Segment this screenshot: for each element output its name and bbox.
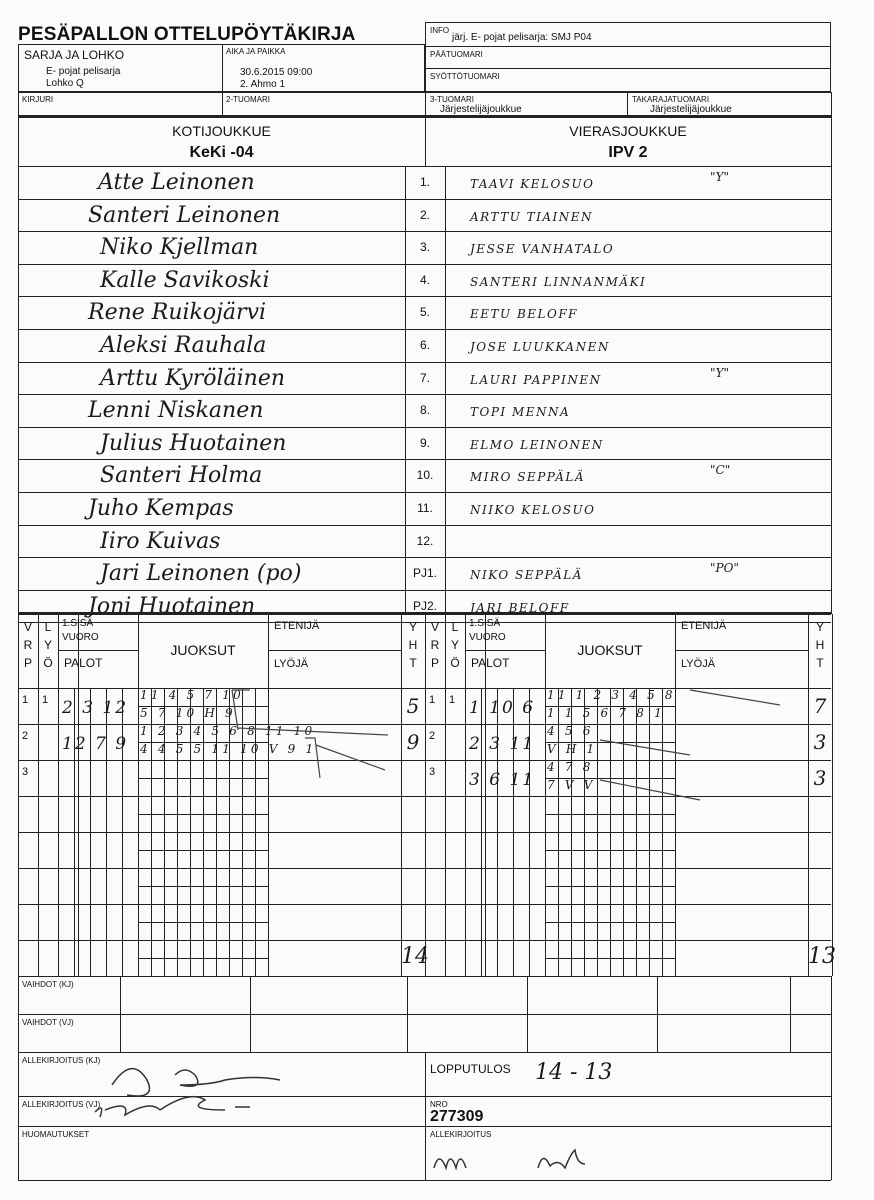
away-player-name: SANTERI LINNANMÄKI	[470, 274, 647, 289]
vuoro-label: VUORO	[469, 632, 506, 643]
run-cell-line	[597, 688, 598, 976]
home-player-name: Lenni Niskanen	[88, 398, 264, 424]
score-col-line	[268, 614, 269, 976]
run-half-line	[138, 886, 268, 887]
home-team-label: KOTIJOUKKUE	[172, 123, 271, 139]
captain-mark: "Y"	[710, 170, 729, 184]
header-letter: V	[430, 620, 439, 634]
allek-vj-label: ALLEKIRJOITUS (VJ)	[22, 1100, 101, 1109]
away-player-name: TAAVI KELOSUO	[470, 177, 595, 191]
score-col-line	[832, 614, 833, 976]
footer-line	[18, 1014, 831, 1015]
home-player-name: Niko Kjellman	[100, 235, 259, 261]
home-player-name: Atte Leinonen	[98, 170, 255, 195]
run-half-line	[545, 922, 675, 923]
roster-number: 10.	[416, 468, 434, 483]
header-letter: H	[815, 638, 825, 652]
away-player-name: EETU BELOFF	[470, 307, 578, 322]
home-player-name: Iiro Kuivas	[100, 528, 221, 554]
lopputulos-label: LOPPUTULOS	[430, 1062, 511, 1076]
palot-value: 2 3 12	[62, 698, 129, 718]
header-letter: R	[430, 638, 440, 652]
roster-row-line	[18, 394, 831, 395]
run-half-line	[138, 958, 268, 959]
run-half-line	[545, 850, 675, 851]
palot-value: 3 6 11	[469, 770, 536, 790]
away-team-label: VIERASJOUKKUE	[569, 123, 687, 139]
roster-row-line	[18, 459, 831, 460]
palot-cell-line	[106, 688, 107, 976]
home-player-name: Aleksi Rauhala	[100, 333, 267, 358]
header-letter: Y	[815, 620, 824, 634]
nro-value: 277309	[430, 1108, 484, 1125]
etenija-line	[268, 650, 401, 651]
lyo-number: 1	[449, 694, 456, 706]
takara-value: Järjestelijäjoukkue	[650, 104, 732, 115]
home-team-name: KeKi -04	[189, 144, 254, 161]
score-col-line	[675, 614, 676, 976]
roster-row-line	[18, 296, 831, 297]
lyo-number: 1	[42, 694, 49, 706]
roster-row-line	[18, 264, 831, 265]
run-half-line	[545, 886, 675, 887]
lopputulos-value: 14 - 13	[535, 1060, 613, 1085]
paatuomari-label: PÄÄTUOMARI	[430, 50, 483, 59]
captain-mark: "Y"	[710, 365, 729, 380]
roster-divider-right	[445, 166, 446, 612]
palot-label: PALOT	[64, 656, 103, 670]
roster-row-line	[18, 492, 831, 493]
info-label: INFO	[430, 26, 450, 35]
nro-label: NRO	[430, 1100, 448, 1109]
away-player-name: NIIKO KELOSUO	[470, 503, 596, 517]
away-player-name: LAURI PAPPINEN	[470, 372, 602, 387]
lohko-value: Lohko Q	[46, 78, 84, 89]
header-letter: Ö	[450, 656, 460, 670]
palot-value: 2 3 11	[469, 734, 536, 754]
period-total: 3	[813, 766, 827, 790]
sarja-value: E- pojat pelisarja	[46, 66, 121, 77]
roster-number: 3.	[419, 240, 430, 255]
palot-cell-line	[122, 688, 123, 976]
sarja-label: SARJA JA LOHKO	[24, 48, 125, 62]
roster-number: 12.	[416, 533, 434, 548]
tuomari3-label: 3-TUOMARI	[430, 95, 474, 104]
period-number: 2	[22, 730, 29, 742]
away-player-name: JOSE LUUKKANEN	[470, 340, 610, 354]
period-number: 1	[429, 694, 436, 706]
run-half-line	[138, 778, 268, 779]
footer-col	[657, 976, 658, 1052]
header-letter: L	[44, 620, 52, 634]
footer-col	[120, 976, 121, 1052]
roster-number: 11.	[417, 501, 433, 515]
paikka-value: 2. Ahmo 1	[240, 79, 286, 90]
runs-bottom: 1 1 5 6 7 8 1	[547, 706, 665, 720]
vaihdot-vj-label: VAIHDOT (VJ)	[22, 1018, 74, 1027]
roster-row-line	[18, 231, 831, 232]
runs-bottom: 4 4 5 5 11 10 V 9 1	[140, 742, 317, 756]
game-total: 13	[808, 944, 836, 969]
away-player-name: MIRO SEPPÄLÄ	[470, 470, 586, 485]
home-player-name: Arttu Kyröläinen	[100, 365, 286, 391]
roster-number: PJ1.	[412, 566, 437, 581]
header-letter: T	[816, 656, 824, 670]
roster-number: 4.	[419, 272, 430, 287]
run-cell-line	[610, 688, 611, 976]
away-player-name: ELMO LEINONEN	[470, 437, 604, 452]
home-player-name: Santeri Leinonen	[88, 202, 281, 228]
footer-col	[527, 976, 528, 1052]
page-title: PESÄPALLON OTTELUPÖYTÄKIRJA	[18, 24, 356, 45]
palot-cell-line	[497, 688, 498, 976]
etenija-label: ETENIJÄ	[681, 620, 727, 632]
runs-top: 11 1 2 3 4 5 8	[547, 688, 676, 702]
roster-row-line	[18, 427, 831, 428]
period-number: 1	[22, 694, 29, 706]
captain-mark: "C"	[710, 463, 731, 478]
palot-label: PALOT	[471, 656, 510, 670]
roster-row-line	[18, 199, 831, 200]
roster-row-line	[18, 329, 831, 330]
kirjuri-label: KIRJURI	[22, 95, 54, 104]
header-letter: R	[23, 638, 33, 652]
sisa-label: 1.SISÄ	[469, 618, 501, 629]
away-team-name: IPV 2	[608, 144, 648, 161]
juoksut-label: JUOKSUT	[170, 642, 236, 658]
lyoja-label: LYÖJÄ	[681, 658, 716, 670]
captain-mark: "PO"	[710, 561, 739, 576]
away-player-name: ARTTU TIAINEN	[470, 209, 594, 224]
etenija-label: ETENIJÄ	[274, 620, 320, 632]
period-total: 9	[406, 730, 420, 754]
header-letter: L	[451, 620, 459, 634]
header-letter: H	[408, 638, 418, 652]
palot-cell-line	[513, 688, 514, 976]
period-number: 2	[429, 730, 436, 742]
home-player-name: Juho Kempas	[88, 496, 234, 521]
home-player-name: Joni Huotainen	[88, 593, 256, 619]
etenija-line	[675, 650, 808, 651]
runs-bottom: V H 1	[547, 742, 598, 756]
vuoro-label: VUORO	[62, 632, 99, 643]
palot-cell-line	[481, 688, 482, 976]
roster-row-line	[18, 590, 831, 591]
header-letter: P	[430, 656, 439, 670]
palot-value: 1 10 6	[469, 698, 536, 718]
home-player-name: Julius Huotainen	[100, 430, 287, 456]
roster-number: PJ2.	[412, 598, 437, 613]
home-player-name: Santeri Holma	[100, 463, 263, 489]
away-player-name: NIKO SEPPÄLÄ	[470, 568, 583, 583]
info-value: järj. E- pojat pelisarja: SMJ P04	[452, 32, 592, 43]
header-letter: Y	[408, 620, 417, 634]
aika-value: 30.6.2015 09:00	[240, 67, 313, 78]
vaihdot-kj-label: VAIHDOT (KJ)	[22, 980, 74, 989]
runs-top: 4 5 6	[547, 724, 594, 738]
header-letter: T	[409, 656, 417, 670]
home-player-name: Jari Leinonen (po)	[100, 561, 302, 587]
footer-col	[250, 976, 251, 1052]
away-player-name: TOPI MENNA	[470, 405, 571, 420]
runs-bottom: 5 7 10 H 9	[140, 706, 236, 720]
allek-label: ALLEKIRJOITUS	[430, 1130, 492, 1139]
juoksut-label: JUOKSUT	[577, 642, 643, 658]
footer-mid	[425, 1052, 426, 1180]
sisa-line	[465, 650, 545, 651]
run-half-line	[138, 922, 268, 923]
footer-col	[407, 976, 408, 1052]
run-half-line	[138, 814, 268, 815]
footer-line	[18, 976, 831, 977]
run-cell-line	[623, 688, 624, 976]
run-cell-line	[649, 688, 650, 976]
score-col-line	[465, 614, 466, 976]
runs-bottom: 7 V V	[547, 778, 596, 792]
takara-label: TAKARAJATUOMARI	[632, 95, 710, 104]
huomautukset-label: HUOMAUTUKSET	[22, 1130, 90, 1139]
roster-number: 8.	[419, 403, 430, 418]
header-letter: V	[23, 620, 32, 634]
period-total: 3	[813, 730, 827, 754]
runs-top: 1 2 3 4 5 6 8 11 10	[140, 724, 316, 738]
home-player-name: Rene Ruikojärvi	[88, 300, 267, 326]
score-col-line	[58, 614, 59, 976]
away-player-name: JESSE VANHATALO	[470, 242, 615, 257]
footer-col	[790, 976, 791, 1052]
tuomari3-value: Järjestelijäjoukkue	[440, 104, 522, 115]
footer-right-edge	[831, 976, 832, 1180]
header-letter: P	[23, 656, 32, 670]
period-number: 3	[22, 766, 29, 778]
syottotuomari-label: SYÖTTÖTUOMARI	[430, 72, 500, 81]
palot-value: 12 7 9	[62, 734, 129, 754]
roster-number: 5.	[419, 305, 430, 320]
runs-top: 4 7 8	[547, 760, 594, 774]
header-letter: Ö	[43, 656, 53, 670]
sisa-line	[58, 650, 138, 651]
run-half-line	[545, 958, 675, 959]
roster-number: 6.	[419, 338, 430, 352]
aika-label: AIKA JA PAIKKA	[226, 47, 286, 56]
header-letter: Y	[43, 638, 52, 652]
run-half-line	[138, 850, 268, 851]
period-total: 5	[406, 694, 420, 718]
palot-cell-line	[90, 688, 91, 976]
sisa-label: 1.SISÄ	[62, 618, 94, 629]
roster-number: 7.	[419, 370, 430, 385]
roster-divider-left	[405, 166, 406, 612]
lyoja-label: LYÖJÄ	[274, 658, 309, 670]
away-player-name: JARI BELOFF	[470, 600, 570, 615]
period-total: 7	[813, 694, 827, 718]
palot-cell-line	[74, 688, 75, 976]
roster-row-line	[18, 557, 831, 558]
roster-number: 2.	[419, 207, 430, 222]
footer-left-edge	[18, 976, 19, 1180]
footer-bottom	[18, 1180, 831, 1181]
run-cell-line	[636, 688, 637, 976]
roster-row-line	[18, 362, 831, 363]
roster-number: 1.	[419, 175, 430, 189]
roster-number: 9.	[419, 435, 430, 450]
header-letter: Y	[450, 638, 459, 652]
run-half-line	[545, 814, 675, 815]
game-total: 14	[401, 944, 429, 969]
runs-top: 11 4 5 7 10	[140, 688, 244, 702]
period-number: 3	[429, 766, 436, 778]
roster-row-line	[18, 525, 831, 526]
home-player-name: Kalle Savikoski	[100, 267, 270, 293]
tuomari2-label: 2-TUOMARI	[226, 95, 270, 104]
allek-kj-label: ALLEKIRJOITUS (KJ)	[22, 1056, 101, 1065]
palot-cell-line	[529, 688, 530, 976]
run-cell-line	[662, 688, 663, 976]
